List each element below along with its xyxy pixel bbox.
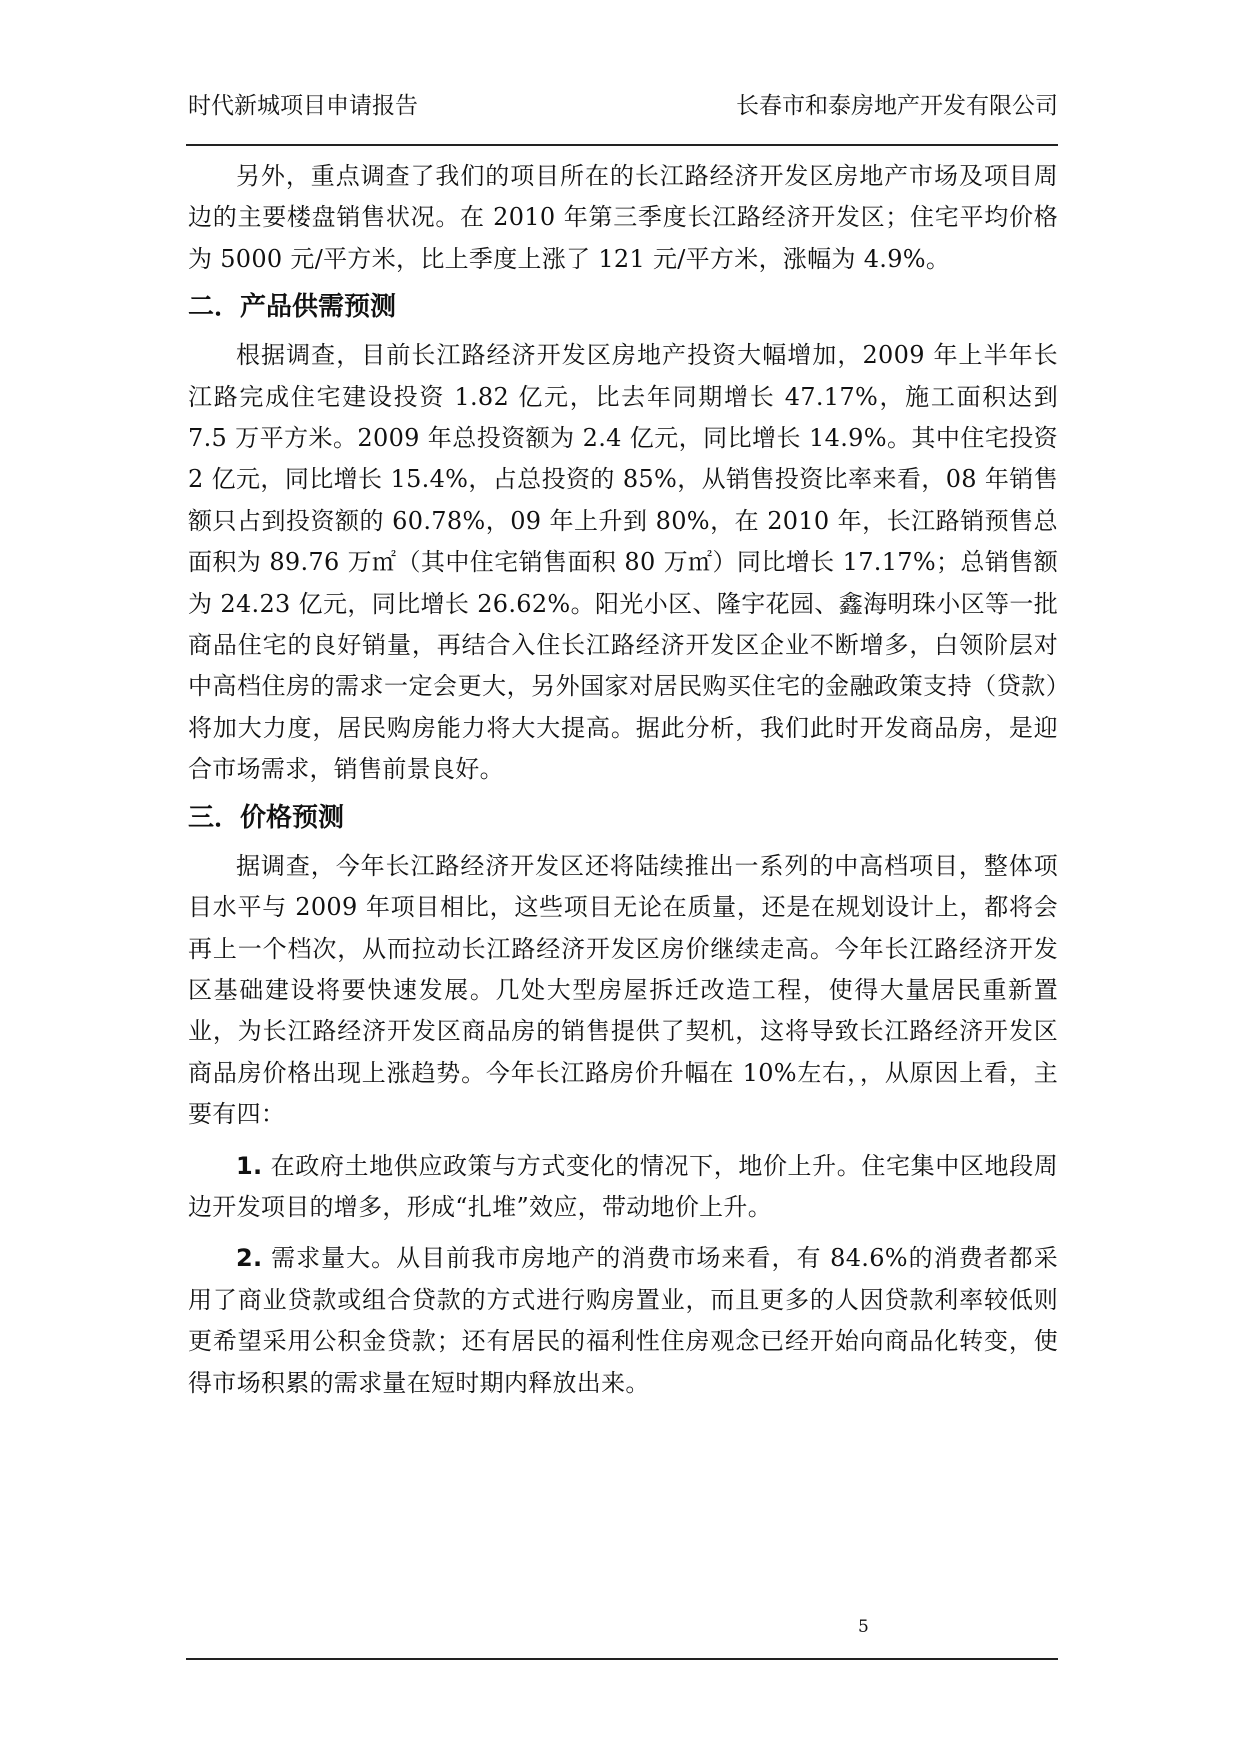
supply-demand-paragraph: 根据调查，目前长江路经济开发区房地产投资大幅增加，2009 年上半年长江路完成住宅建设投资 1.82 亿元，比去年同期增长 47.17%，施工面积达到 7.5 万平方米。2009 年总投资额为 2.4 亿元，同比增长 14.9%。其中住宅投资 2 亿元，同比增长 15.4%，占总投资的 85%，从销售投资比率来看，08 年销售额只占到投资额的 60.78%，09 年上升到 80%，在 2010 年，长江路销预售总面积为 89.76 万㎡（其中住宅销售面积 80 万㎡）同比增长 17.17%；总销售额为 24.23 亿元，同比增长 26.62%。阳光小区、隆宇花园、鑫海明珠小区等一批商品住宅的良好销量，再结合入住长江路经济开发区企业不断增多，白领阶层对中高档住房的需求一定会更大，另外国家对居民购买住宅的金融政策支持（贷款）将加大力度，居民购房能力将大大提高。据此分析，我们此时开发商品房，是迎合市场需求，销售前景良好。 — [188, 341, 1058, 784]
header-company-name: 长春市和泰房地产开发有限公司 — [736, 93, 1058, 119]
list-item-text: 需求量大。从目前我市房地产的消费市场来看，有 84.6%的消费者都采用了商业贷款或组合贷款的方式进行购房置业，而且更多的人因贷款利率较低则更希望采用公积金贷款；还有居民的福利性住房观念已经开始向商品化转变，使得市场积累的需求量在短时期内释放出来。 — [188, 1244, 1058, 1397]
price-forecast-paragraph: 据调查，今年长江路经济开发区还将陆续推出一系列的中高档项目，整体项目水平与 2009 年项目相比，这些项目无论在质量，还是在规划设计上，都将会再上一个档次，从而拉动长江路经济开发区房价继续走高。今年长江路经济开发区基础建设将要快速发展。几处大型房屋拆迁改造工程，使得大量居民重新置业，为长江路经济开发区商品房的销售提供了契机，这将导致长江路经济开发区商品房价格出现上涨趋势。今年长江路房价升幅在 10%左右，，从原因上看，主要有四： — [188, 851, 1058, 1129]
list-item — [188, 1238, 1058, 1404]
footer-divider — [186, 1658, 1058, 1660]
header-report-title: 时代新城项目申请报告 — [188, 93, 418, 119]
list-item — [188, 1146, 1058, 1229]
section-heading-supply-demand: 二．产品供需预测 — [188, 292, 397, 323]
page-body — [188, 156, 1058, 1404]
page-header — [188, 86, 1058, 126]
page-number: 5 — [858, 1617, 869, 1637]
intro-paragraph: 另外，重点调查了我们的项目所在的长江路经济开发区房地产市场及项目周边的主要楼盘销售状况。在 2010 年第三季度长江路经济开发区；住宅平均价格为 5000 元/平方米，比上季度上涨了 121 元/平方米，涨幅为 4.9%。 — [188, 162, 1058, 273]
section-heading-price-forecast: 三．价格预测 — [188, 802, 345, 833]
list-item-number: 1. — [236, 1151, 263, 1180]
header-divider — [186, 144, 1058, 146]
list-item-number: 2. — [236, 1244, 263, 1273]
list-item-text: 在政府土地供应政策与方式变化的情况下，地价上升。住宅集中区地段周边开发项目的增多，形成“扎堆”效应，带动地价上升。 — [188, 1151, 1058, 1221]
